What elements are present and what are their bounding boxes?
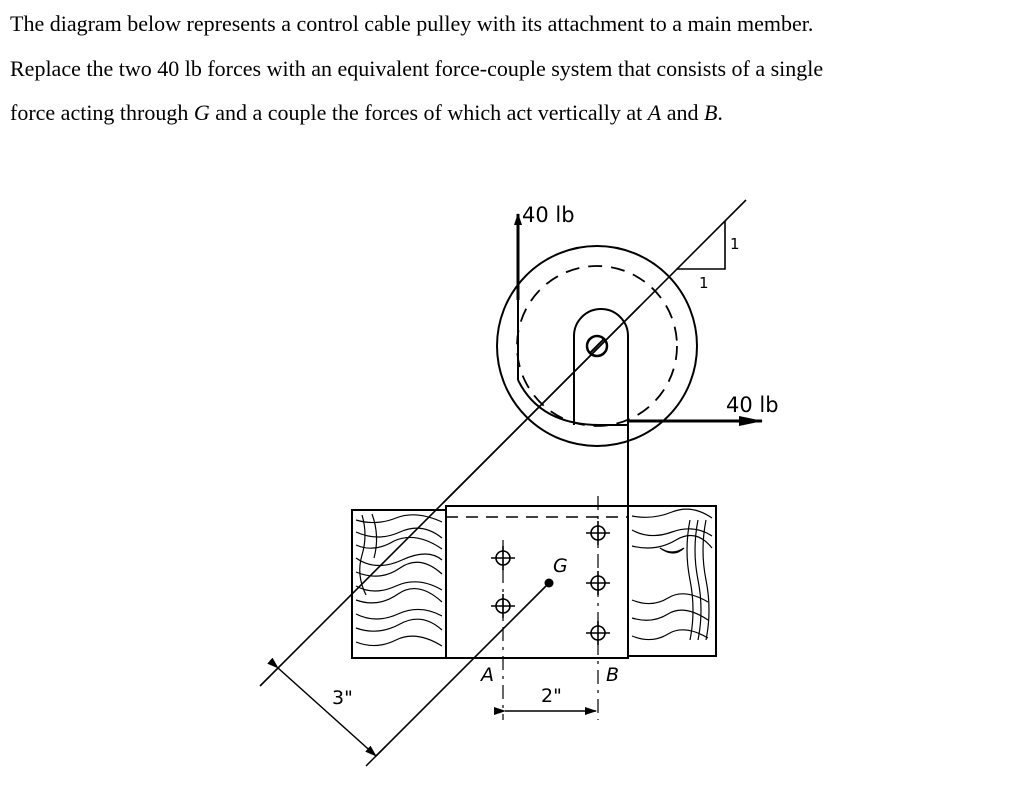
vertical-force-label: 40 lb bbox=[522, 203, 575, 227]
dim-perp-label: 3" bbox=[332, 687, 353, 709]
pulley-strap bbox=[574, 309, 628, 510]
var-b: B bbox=[703, 100, 718, 125]
problem-line-3: force acting through G and a couple the forces of which act vertically at A and B. bbox=[10, 100, 723, 125]
problem-line-1: The diagram below represents a control cable pulley with its attachment to a main member. bbox=[10, 11, 814, 36]
main-member-right-block bbox=[628, 506, 716, 656]
slope-rise-label: 1 bbox=[730, 235, 740, 253]
main-member-left-block bbox=[352, 510, 447, 658]
problem-line-2: Replace the two 40 lb forces with an equivalent force-couple system that consists of a single bbox=[10, 55, 824, 81]
dim-perp bbox=[278, 668, 386, 766]
var-g: G bbox=[193, 100, 210, 125]
slope-run-label: 1 bbox=[699, 274, 709, 292]
b-label: B bbox=[606, 664, 620, 686]
bracket-plate bbox=[446, 506, 628, 658]
dim-ab-label: 2" bbox=[541, 685, 562, 707]
horizontal-force-label: 40 lb bbox=[726, 393, 779, 417]
var-a: A bbox=[647, 100, 662, 125]
a-label: A bbox=[481, 664, 494, 686]
g-label: G bbox=[553, 555, 568, 577]
pulley bbox=[497, 246, 697, 446]
